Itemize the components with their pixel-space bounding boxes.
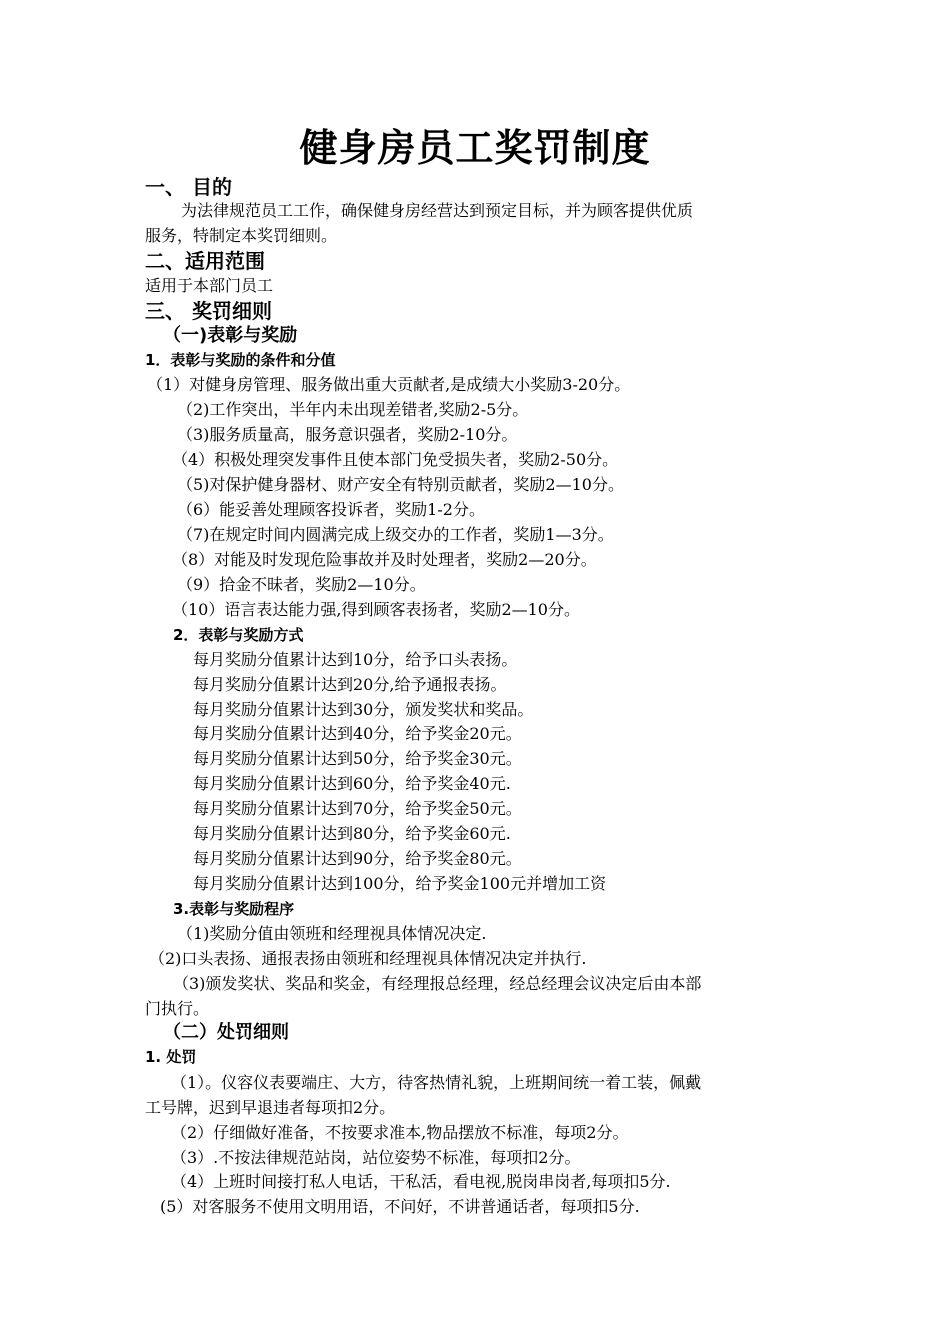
list-item: 每月奖励分值累计达到30分，颁发奖状和奖品。 — [193, 700, 534, 719]
list-item: （10）语言表达能力强,得到顾客表扬者，奖励2—10分。 — [172, 600, 580, 619]
list-item: 每月奖励分值累计达到90分，给予奖金80元。 — [193, 849, 522, 868]
list-item: 每月奖励分值累计达到50分，给予奖金30元。 — [193, 749, 522, 768]
list-item: 每月奖励分值累计达到80分，给予奖金60元. — [193, 824, 511, 843]
paragraph-line: 为法律规范员工工作，确保健身房经营达到预定目标，并为顾客提供优质 — [181, 201, 694, 220]
list-item: （4）上班时间接打私人电话，干私活，看电视,脱岗串岗者,每项扣5分. — [171, 1172, 671, 1191]
list-item: （3）.不按法律规范站岗，站位姿势不标准，每项扣2分。 — [171, 1148, 581, 1167]
list-item: （1）。仪容仪表要端庄、大方，待客热情礼貌，上班期间统一着工装，佩戴 — [171, 1073, 702, 1092]
document-title: 健身房员工奖罚制度 — [299, 126, 651, 170]
paragraph-line: 适用于本部门员工 — [145, 276, 274, 295]
list-item: 每月奖励分值累计达到10分，给予口头表扬。 — [193, 650, 518, 669]
list-item: （5)对保护健身器材、财产安全有特别贡献者，奖励2—10分。 — [177, 475, 624, 494]
list-item: 工号牌，迟到早退违者每项扣2分。 — [145, 1098, 396, 1117]
subheading-procedure: 3.表彰与奖励程序 — [173, 900, 295, 918]
list-item: （7)在规定时间内圆满完成上级交办的工作者，奖励1—3分。 — [177, 525, 614, 544]
list-item: （2)工作突出，半年内未出现差错者,奖励2-5分。 — [177, 400, 529, 419]
list-item: （4）积极处理突发事件且使本部门免受损失者，奖励2-50分。 — [172, 450, 619, 469]
list-item: 每月奖励分值累计达到40分，给予奖金20元。 — [193, 724, 522, 743]
subsection-heading-penalties: （二）处罚细则 — [163, 1022, 289, 1043]
list-item: （2）仔细做好准备，不按要求准本,物品摆放不标准，每项2分。 — [171, 1123, 629, 1142]
section-heading-scope: 二、适用范围 — [145, 249, 265, 273]
list-item: 每月奖励分值累计达到70分，给予奖金50元。 — [193, 799, 522, 818]
list-item: （1）对健身房管理、服务做出重大贡献者,是成绩大小奖励3-20分。 — [147, 375, 631, 394]
list-item: (5）对客服务不使用文明用语，不问好，不讲普通话者，每项扣5分. — [160, 1197, 640, 1216]
list-item: 门执行。 — [145, 999, 210, 1018]
list-item: （6）能妥善处理顾客投诉者，奖励1-2分。 — [177, 500, 485, 519]
subsection-heading-rewards: （一)表彰与奖励 — [163, 325, 298, 346]
list-item: （2)口头表扬、通报表扬由领班和经理视具体情况决定并执行. — [149, 949, 587, 968]
section-heading-purpose: 一、 目的 — [145, 175, 232, 199]
subheading-conditions: 1．表彰与奖励的条件和分值 — [145, 351, 336, 369]
list-item: （3)服务质量高，服务意识强者，奖励2-10分。 — [177, 425, 518, 444]
list-item: 每月奖励分值累计达到60分，给予奖金40元. — [193, 774, 511, 793]
list-item: （1)奖励分值由领班和经理视具体情况决定. — [177, 924, 487, 943]
list-item: （8）对能及时发现危险事故并及时处理者，奖励2—20分。 — [172, 550, 597, 569]
list-item: 每月奖励分值累计达到20分,给予通报表扬。 — [193, 675, 507, 694]
list-item: 每月奖励分值累计达到100分，给予奖金100元并增加工资 — [193, 874, 607, 893]
subheading-methods: 2．表彰与奖励方式 — [173, 626, 304, 644]
list-item: （9）拾金不昧者，奖励2—10分。 — [177, 575, 426, 594]
section-heading-rules: 三、 奖罚细则 — [145, 299, 272, 323]
paragraph-line: 服务，特制定本奖罚细则。 — [145, 226, 338, 245]
list-item: （3)颁发奖状、奖品和奖金，有经理报总经理，经总经理会议决定后由本部 — [173, 974, 702, 993]
subheading-penalty: 1. 处罚 — [145, 1048, 197, 1066]
